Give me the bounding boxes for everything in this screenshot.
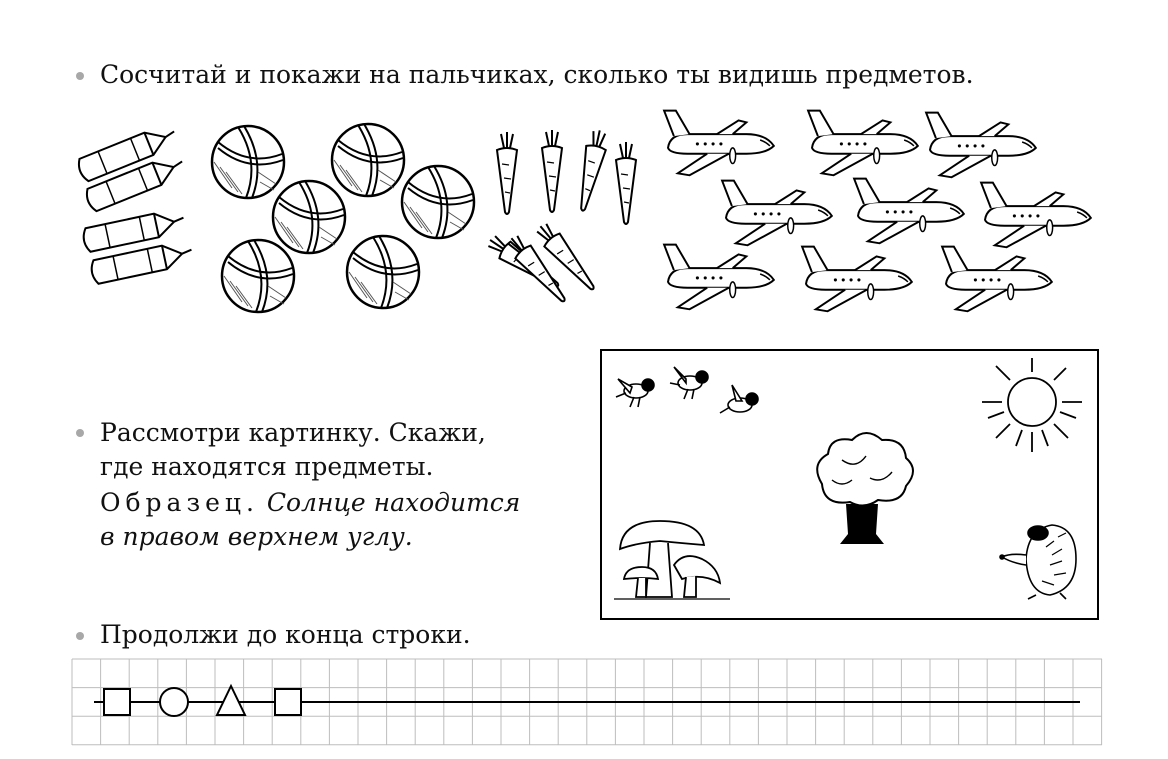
crayon-icon bbox=[90, 240, 195, 285]
scene-picture bbox=[600, 349, 1100, 621]
ball-icon bbox=[222, 240, 294, 312]
airplane-icon bbox=[942, 247, 1052, 312]
carrot-icon bbox=[484, 232, 563, 294]
bullet-icon bbox=[76, 429, 84, 437]
sample-line-1: Солнце находится bbox=[266, 488, 521, 517]
crayon-icon bbox=[76, 122, 180, 182]
airplane-icon bbox=[981, 183, 1091, 248]
task-picture-line-2: где находятся предметы. bbox=[100, 452, 434, 481]
sample-line-2: в правом верхнем углу. bbox=[100, 522, 413, 551]
task-picture-line-1: Рассмотри картинку. Скажи, bbox=[100, 418, 486, 447]
ball-icon bbox=[347, 236, 419, 308]
airplane-icon bbox=[808, 111, 918, 176]
carrot-icon bbox=[573, 128, 610, 212]
bullet-icon bbox=[76, 72, 84, 80]
crayon-icon bbox=[82, 208, 187, 253]
airplane-icon bbox=[802, 247, 912, 312]
carrot-icon bbox=[504, 232, 572, 308]
airplane-icon bbox=[664, 245, 774, 310]
carrot-icon bbox=[533, 220, 601, 296]
airplane-icon bbox=[664, 111, 774, 176]
airplane-icon bbox=[722, 181, 832, 246]
ball-icon bbox=[273, 181, 345, 253]
carrot-icon bbox=[542, 130, 562, 212]
carrot-icon bbox=[497, 132, 517, 214]
crayon-icon bbox=[84, 152, 188, 212]
task-count-instruction: Сосчитай и покажи на пальчиках, сколько ты видишь предметов. bbox=[100, 60, 974, 89]
ball-icon bbox=[332, 124, 404, 196]
ball-icon bbox=[402, 166, 474, 238]
carrot-icon bbox=[616, 142, 636, 224]
task-continue-instruction: Продолжи до конца строки. bbox=[100, 620, 471, 649]
square-icon bbox=[104, 689, 130, 715]
airplane-icon bbox=[854, 179, 964, 244]
square-icon bbox=[275, 689, 301, 715]
airplane-icon bbox=[926, 113, 1036, 178]
task-picture-sample bbox=[100, 486, 520, 554]
task-picture-instruction bbox=[100, 416, 486, 484]
sample-label: Образец. bbox=[100, 488, 259, 517]
grid-exercise bbox=[72, 659, 1102, 745]
triangle-icon bbox=[217, 686, 245, 715]
circle-icon bbox=[160, 688, 188, 716]
ball-icon bbox=[212, 126, 284, 198]
bullet-icon bbox=[76, 632, 84, 640]
